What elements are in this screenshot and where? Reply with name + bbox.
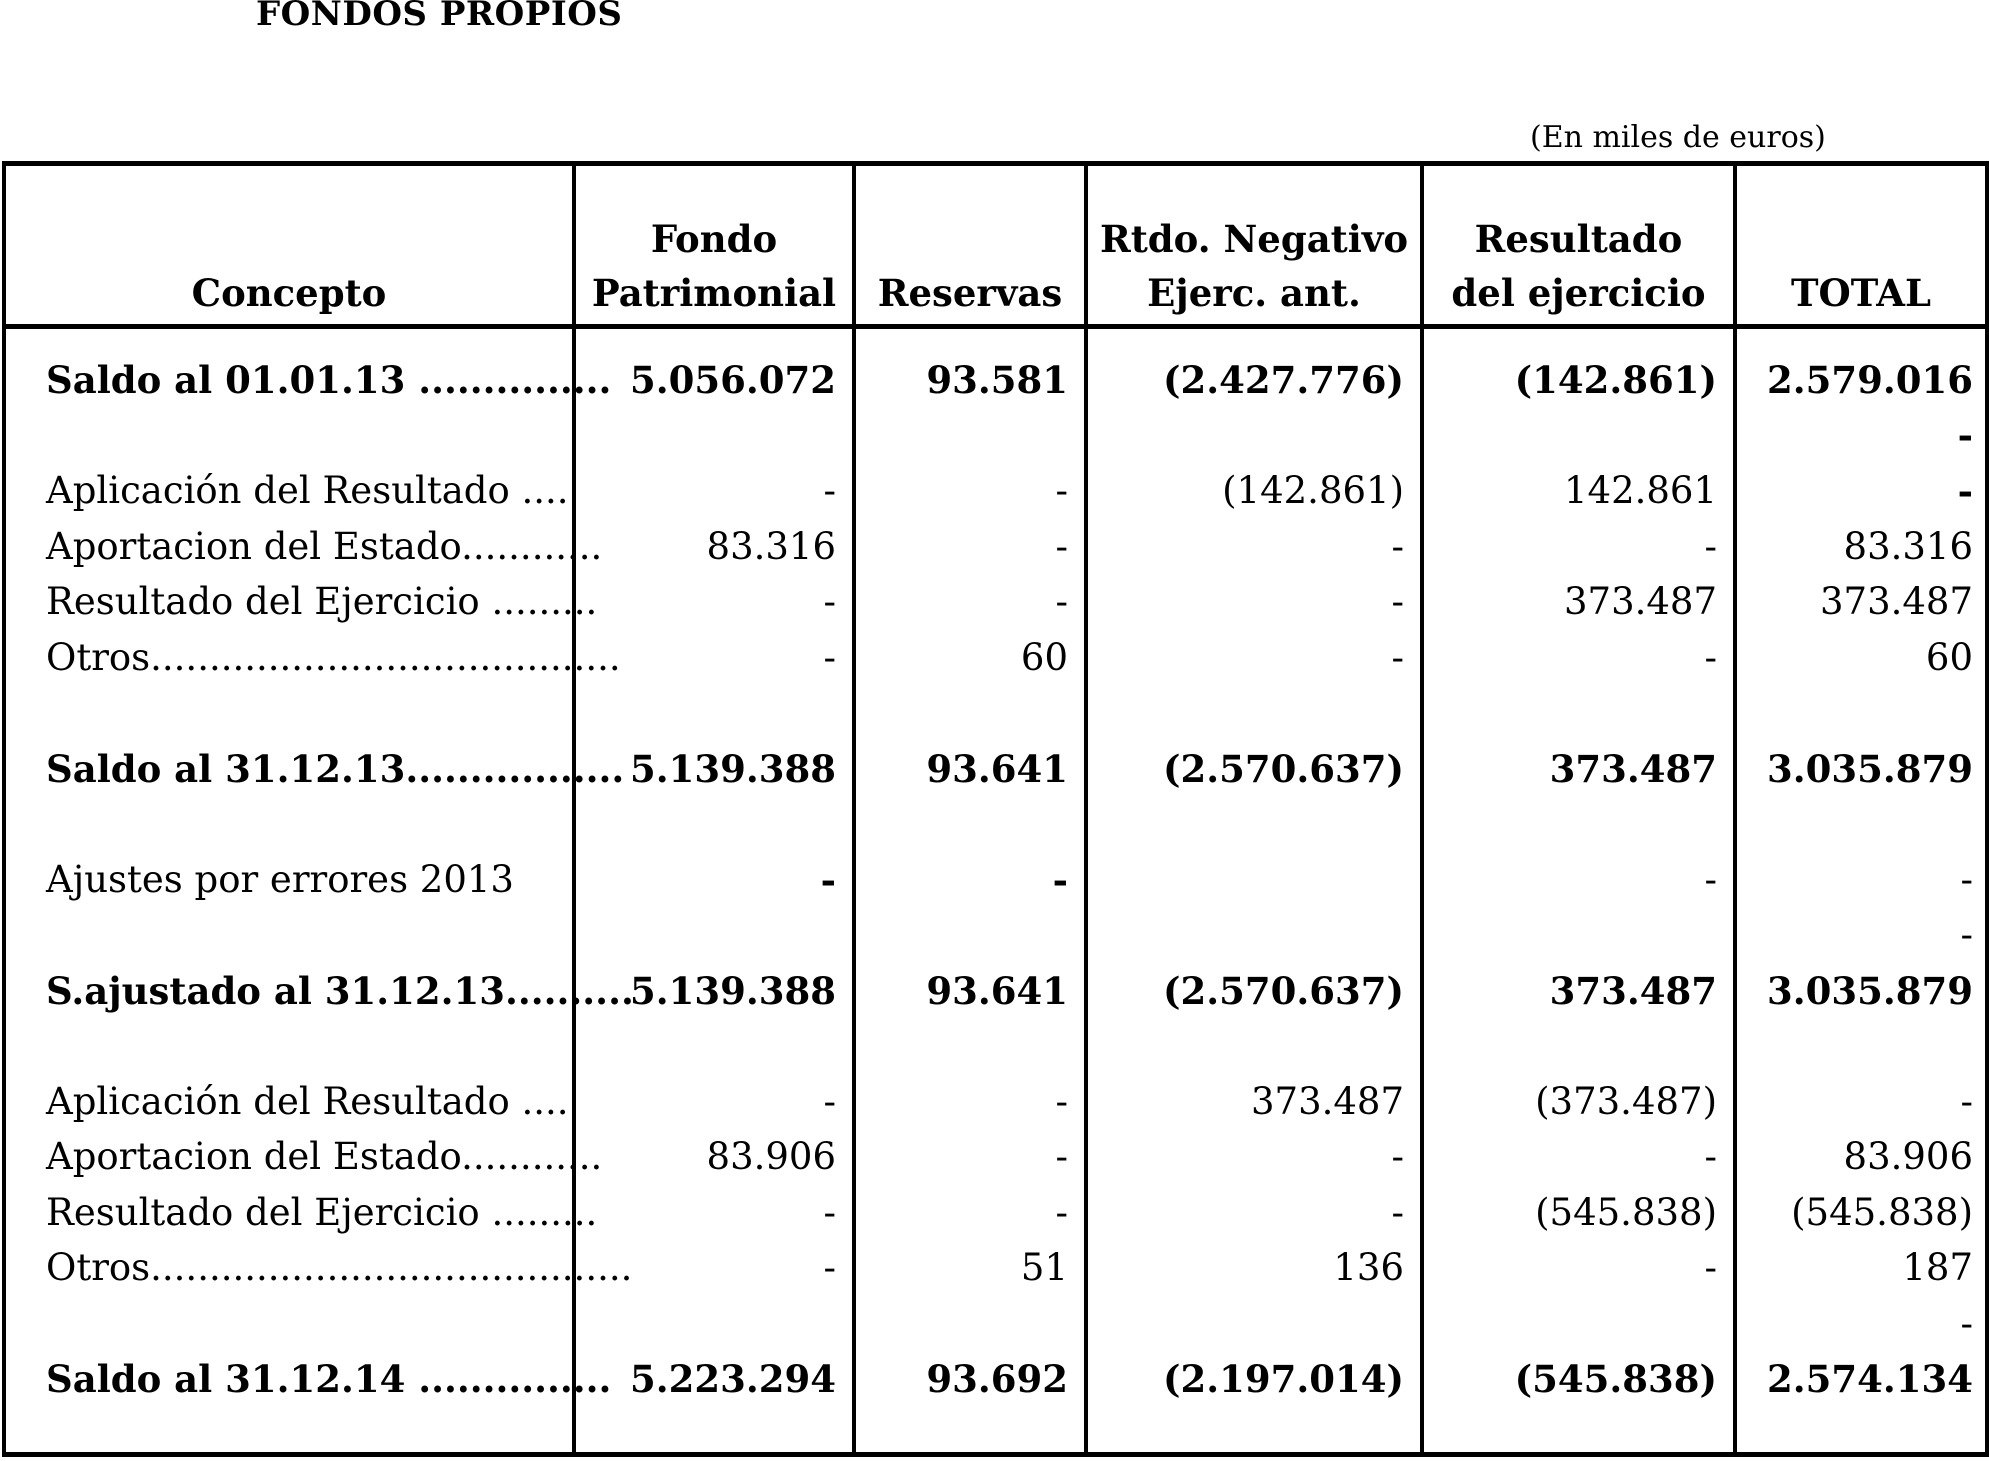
cell-rtdo: 373.487: [1086, 1074, 1422, 1130]
cell-resultado: -: [1422, 519, 1735, 575]
cell-resultado: -: [1422, 1129, 1735, 1185]
cell-reservas: -: [854, 574, 1086, 630]
table-row: [4, 408, 1987, 464]
spacer-row: [4, 327, 1987, 353]
table-row: [4, 463, 1987, 519]
cell-concept: Saldo al 31.12.13.................: [4, 741, 574, 797]
cell-resultado: 373.487: [1422, 963, 1735, 1019]
cell-rtdo: (142.861): [1086, 463, 1422, 519]
cell-fondo: -: [574, 1185, 854, 1241]
table-row: [4, 630, 1987, 686]
cell-total: 60: [1735, 630, 1987, 686]
cell-rtdo: -: [1086, 1129, 1422, 1185]
cell-reservas: 93.641: [854, 963, 1086, 1019]
header-fondo-patrimonial: Fondo Patrimonial: [574, 164, 854, 327]
cell-total: -: [1735, 907, 1987, 963]
cell-rtdo: (2.570.637): [1086, 963, 1422, 1019]
cell-resultado: -: [1422, 1240, 1735, 1296]
cell-total: -: [1735, 1074, 1987, 1130]
cell-total: 3.035.879: [1735, 741, 1987, 797]
spacer-row: [4, 1407, 1987, 1455]
table-row: [4, 574, 1987, 630]
cell-concept: Otros........................................: [4, 630, 574, 686]
table-row: [4, 963, 1987, 1019]
cell-fondo: [574, 1296, 854, 1352]
header-concepto: Concepto: [4, 164, 574, 327]
table-row: [4, 519, 1987, 575]
cell-reservas: [854, 1296, 1086, 1352]
cell-rtdo: (2.427.776): [1086, 352, 1422, 408]
cell-concept: Aportacion del Estado............: [4, 1129, 574, 1185]
cell-resultado: 373.487: [1422, 574, 1735, 630]
header-total: TOTAL: [1735, 164, 1987, 327]
cell-total: 2.574.134: [1735, 1351, 1987, 1407]
header-rtdo-negativo: Rtdo. Negativo Ejerc. ant.: [1086, 164, 1422, 327]
cell-concept: [4, 1296, 574, 1352]
cell-rtdo: -: [1086, 1185, 1422, 1241]
cell-concept: Ajustes por errores 2013: [4, 852, 574, 908]
cell-rtdo: -: [1086, 630, 1422, 686]
cell-concept: Otros.........................................: [4, 1240, 574, 1296]
units-note: (En miles de euros): [1530, 120, 1826, 155]
cell-rtdo: [1086, 852, 1422, 908]
cell-resultado: [1422, 1296, 1735, 1352]
table-row: [4, 352, 1987, 408]
cell-reservas: -: [854, 1074, 1086, 1130]
cell-reservas: 93.692: [854, 1351, 1086, 1407]
cell-fondo: -: [574, 1240, 854, 1296]
cell-resultado: 373.487: [1422, 741, 1735, 797]
table-row: [4, 1129, 1987, 1185]
cell-total: 83.316: [1735, 519, 1987, 575]
cell-concept: Aportacion del Estado............: [4, 519, 574, 575]
cell-fondo: -: [574, 574, 854, 630]
cell-fondo: -: [574, 1074, 854, 1130]
cell-fondo: -: [574, 630, 854, 686]
cell-rtdo: [1086, 907, 1422, 963]
cell-total: 373.487: [1735, 574, 1987, 630]
cell-fondo: -: [574, 852, 854, 908]
cell-reservas: 93.641: [854, 741, 1086, 797]
cell-total: (545.838): [1735, 1185, 1987, 1241]
cell-rtdo: (2.570.637): [1086, 741, 1422, 797]
cell-concept: Saldo al 01.01.13 ...............: [4, 352, 574, 408]
cell-rtdo: 136: [1086, 1240, 1422, 1296]
cell-concept: Resultado del Ejercicio .........: [4, 1185, 574, 1241]
cell-fondo: 5.139.388: [574, 963, 854, 1019]
table-row: [4, 741, 1987, 797]
cell-resultado: (142.861): [1422, 352, 1735, 408]
cell-fondo: 83.906: [574, 1129, 854, 1185]
cell-reservas: [854, 907, 1086, 963]
cell-total: 83.906: [1735, 1129, 1987, 1185]
cell-resultado: 142.861: [1422, 463, 1735, 519]
spacer-row: [4, 685, 1987, 741]
header-resultado-ejercicio: Resultado del ejercicio: [1422, 164, 1735, 327]
cell-rtdo: [1086, 1296, 1422, 1352]
table-row: [4, 907, 1987, 963]
cell-fondo: [574, 408, 854, 464]
cell-total: 3.035.879: [1735, 963, 1987, 1019]
cell-resultado: (373.487): [1422, 1074, 1735, 1130]
cell-resultado: [1422, 408, 1735, 464]
table-row: [4, 1074, 1987, 1130]
cell-rtdo: -: [1086, 574, 1422, 630]
table-row: [4, 1296, 1987, 1352]
equity-statement-table: [2, 161, 1989, 1457]
cell-concept: Aplicación del Resultado ....: [4, 1074, 574, 1130]
table-row: [4, 1351, 1987, 1407]
cell-reservas: 93.581: [854, 352, 1086, 408]
cell-concept: [4, 907, 574, 963]
cell-reservas: 60: [854, 630, 1086, 686]
cell-rtdo: -: [1086, 519, 1422, 575]
cell-total: -: [1735, 408, 1987, 464]
cell-reservas: -: [854, 1185, 1086, 1241]
cell-reservas: 51: [854, 1240, 1086, 1296]
cell-reservas: -: [854, 519, 1086, 575]
document-title: FONDOS PROPIOS: [256, 0, 623, 34]
cell-total: -: [1735, 463, 1987, 519]
cell-concept: S.ajustado al 31.12.13..........: [4, 963, 574, 1019]
cell-resultado: -: [1422, 852, 1735, 908]
cell-reservas: [854, 408, 1086, 464]
table-row: [4, 1185, 1987, 1241]
cell-fondo: 5.223.294: [574, 1351, 854, 1407]
cell-resultado: (545.838): [1422, 1351, 1735, 1407]
cell-rtdo: [1086, 408, 1422, 464]
cell-concept: [4, 408, 574, 464]
header-reservas: Reservas: [854, 164, 1086, 327]
cell-total: 2.579.016: [1735, 352, 1987, 408]
cell-resultado: (545.838): [1422, 1185, 1735, 1241]
cell-reservas: -: [854, 463, 1086, 519]
cell-fondo: [574, 907, 854, 963]
cell-total: -: [1735, 1296, 1987, 1352]
cell-concept: Aplicación del Resultado ....: [4, 463, 574, 519]
spacer-row: [4, 1018, 1987, 1074]
cell-concept: Resultado del Ejercicio .........: [4, 574, 574, 630]
cell-fondo: 5.056.072: [574, 352, 854, 408]
cell-reservas: -: [854, 852, 1086, 908]
cell-fondo: 83.316: [574, 519, 854, 575]
table-row: [4, 852, 1987, 908]
spacer-row: [4, 796, 1987, 852]
cell-concept: Saldo al 31.12.14 ...............: [4, 1351, 574, 1407]
cell-fondo: 5.139.388: [574, 741, 854, 797]
cell-resultado: [1422, 907, 1735, 963]
table-row: [4, 1240, 1987, 1296]
cell-reservas: -: [854, 1129, 1086, 1185]
cell-total: 187: [1735, 1240, 1987, 1296]
cell-resultado: -: [1422, 630, 1735, 686]
header-row: [4, 164, 1987, 327]
cell-rtdo: (2.197.014): [1086, 1351, 1422, 1407]
cell-fondo: -: [574, 463, 854, 519]
cell-total: -: [1735, 852, 1987, 908]
